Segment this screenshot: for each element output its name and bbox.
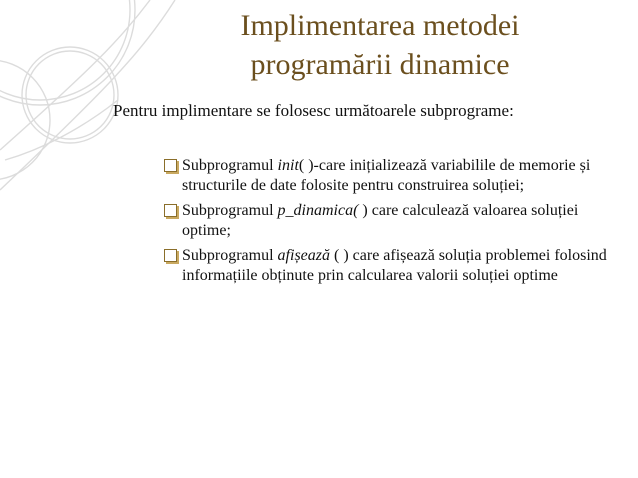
square-bullet-icon [164,159,177,172]
square-bullet-icon [164,204,177,217]
title-line-2: programării dinamice [250,48,510,81]
title-line-1: Implimentarea metodei [240,9,520,42]
bullet-list [152,156,622,291]
function-name: init [277,157,299,174]
bullet-prefix: Subprogramul [182,202,278,219]
intro-text: Pentru implimentare se folosesc următoarele subprograme: [113,101,514,120]
bullet-description: ( )-care inițializează variabilile de memorie și structurile de date folosite pentru construirea soluției; [182,157,591,194]
bullet-text [182,246,622,286]
decor-arc-1 [0,0,150,150]
decor-circle-large-inner [0,0,130,100]
bullet-item [152,201,622,241]
bullet-item [152,156,622,196]
bullet-prefix: Subprogramul [182,247,278,264]
function-name: p_dinamica( [277,202,359,219]
square-bullet-icon [164,249,177,262]
bullet-text [182,201,622,241]
bullet-text [182,156,622,196]
function-name: afișează [277,247,330,264]
slide-title [150,6,610,84]
bullet-description: ( ) care afișează soluția problemei folosind informațiile obținute prin calcularea valorii soluției optime [182,247,607,284]
bullet-description: ) care calculează valoarea soluției optime; [182,202,579,239]
bullet-item [152,246,622,286]
bullet-prefix: Subprogramul [182,157,278,174]
